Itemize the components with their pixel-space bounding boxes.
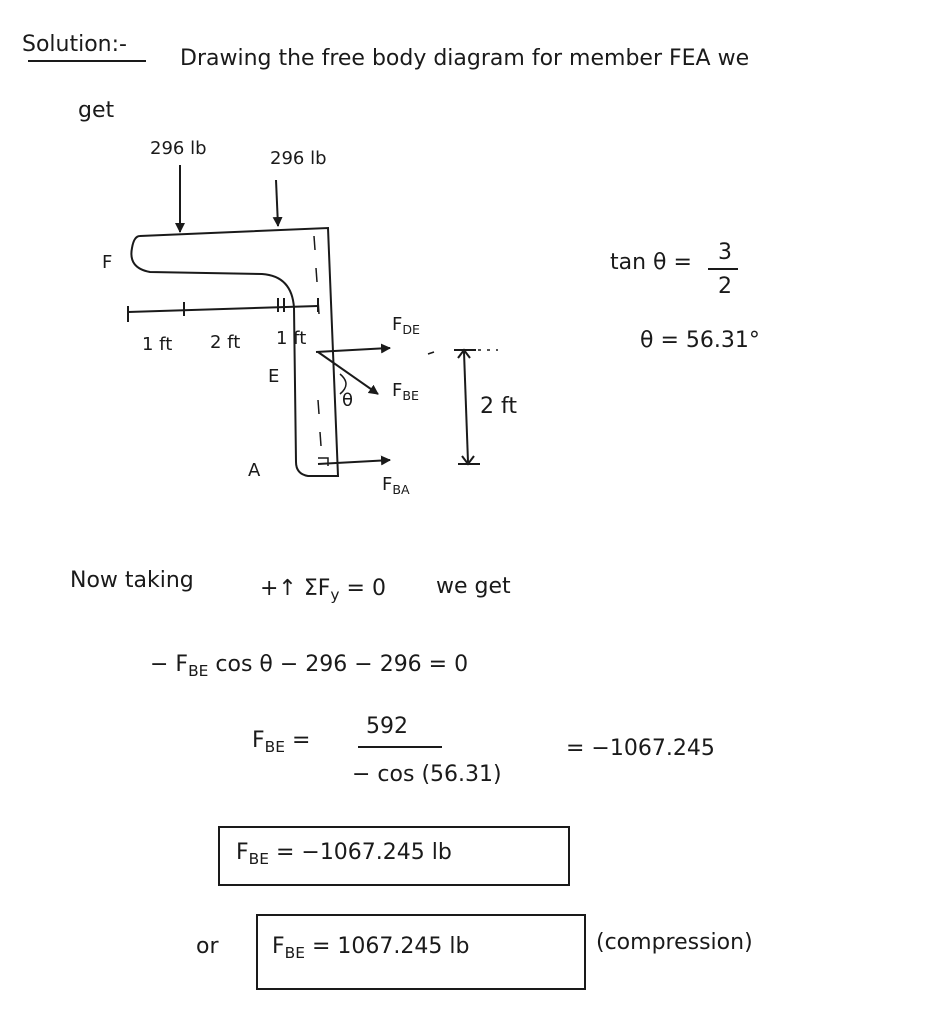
force-arrow-ba [318,460,390,464]
intro-line-1: Drawing the free body diagram for member FEA we [180,46,750,71]
load-arrow-right [276,180,278,226]
compression-label: (compression) [596,930,753,955]
result-2-text: $F_{BE} = 1067.245$ lb [272,934,470,962]
fbe-value: = −1067.245 [566,736,715,761]
intro-line-2: get [78,98,115,123]
load-label-left: 296 lb [150,138,207,159]
now-taking-text: Now taking [70,568,194,593]
force-label-be: $F_{BE}$ [392,380,419,403]
dimension-label-1ft-a: 1 ft [142,334,173,355]
solution-label: Solution:- [22,32,127,57]
dimension-line [128,306,318,312]
dimension-label-1ft-b: 1 ft [276,328,307,349]
tan-theta-lhs: tan θ = [610,250,692,275]
theta-result: θ = 56.31° [640,328,760,353]
fraction-numerator: 592 [366,714,408,739]
point-label-f: F [102,252,113,273]
dimension-label-2ft: 2 ft [210,332,241,353]
tan-theta-numerator: 3 [718,240,732,265]
theta-label: θ [342,390,354,411]
dimension-label-vertical: 2 ft [480,394,517,419]
sum-fy-equation: +↑ $\Sigma F_y = 0$ [260,576,386,604]
force-arrow-de [316,348,390,352]
load-label-right: 296 lb [270,148,327,169]
result-1-text: $F_{BE} = -1067.245$ lb [236,840,452,868]
point-label-e: E [268,366,280,387]
point-label-a: A [248,460,261,481]
fraction-denominator: − cos (56.31) [352,762,502,787]
force-arrow-be [318,352,378,394]
fbe-lhs: $F_{BE}$ = [252,728,311,756]
equation-1: − $F_{BE}$ cos θ − 296 − 296 = 0 [150,652,469,680]
tan-theta-denominator: 2 [718,274,732,299]
force-label-ba: $F_{BA}$ [382,474,410,497]
tan-fraction-bar [708,268,738,270]
vertical-dimension [464,352,468,462]
we-get-text: we get [436,574,511,599]
fbe-fraction-bar [358,746,442,748]
force-label-de: $F_{DE}$ [392,314,421,337]
or-label: or [196,934,219,959]
